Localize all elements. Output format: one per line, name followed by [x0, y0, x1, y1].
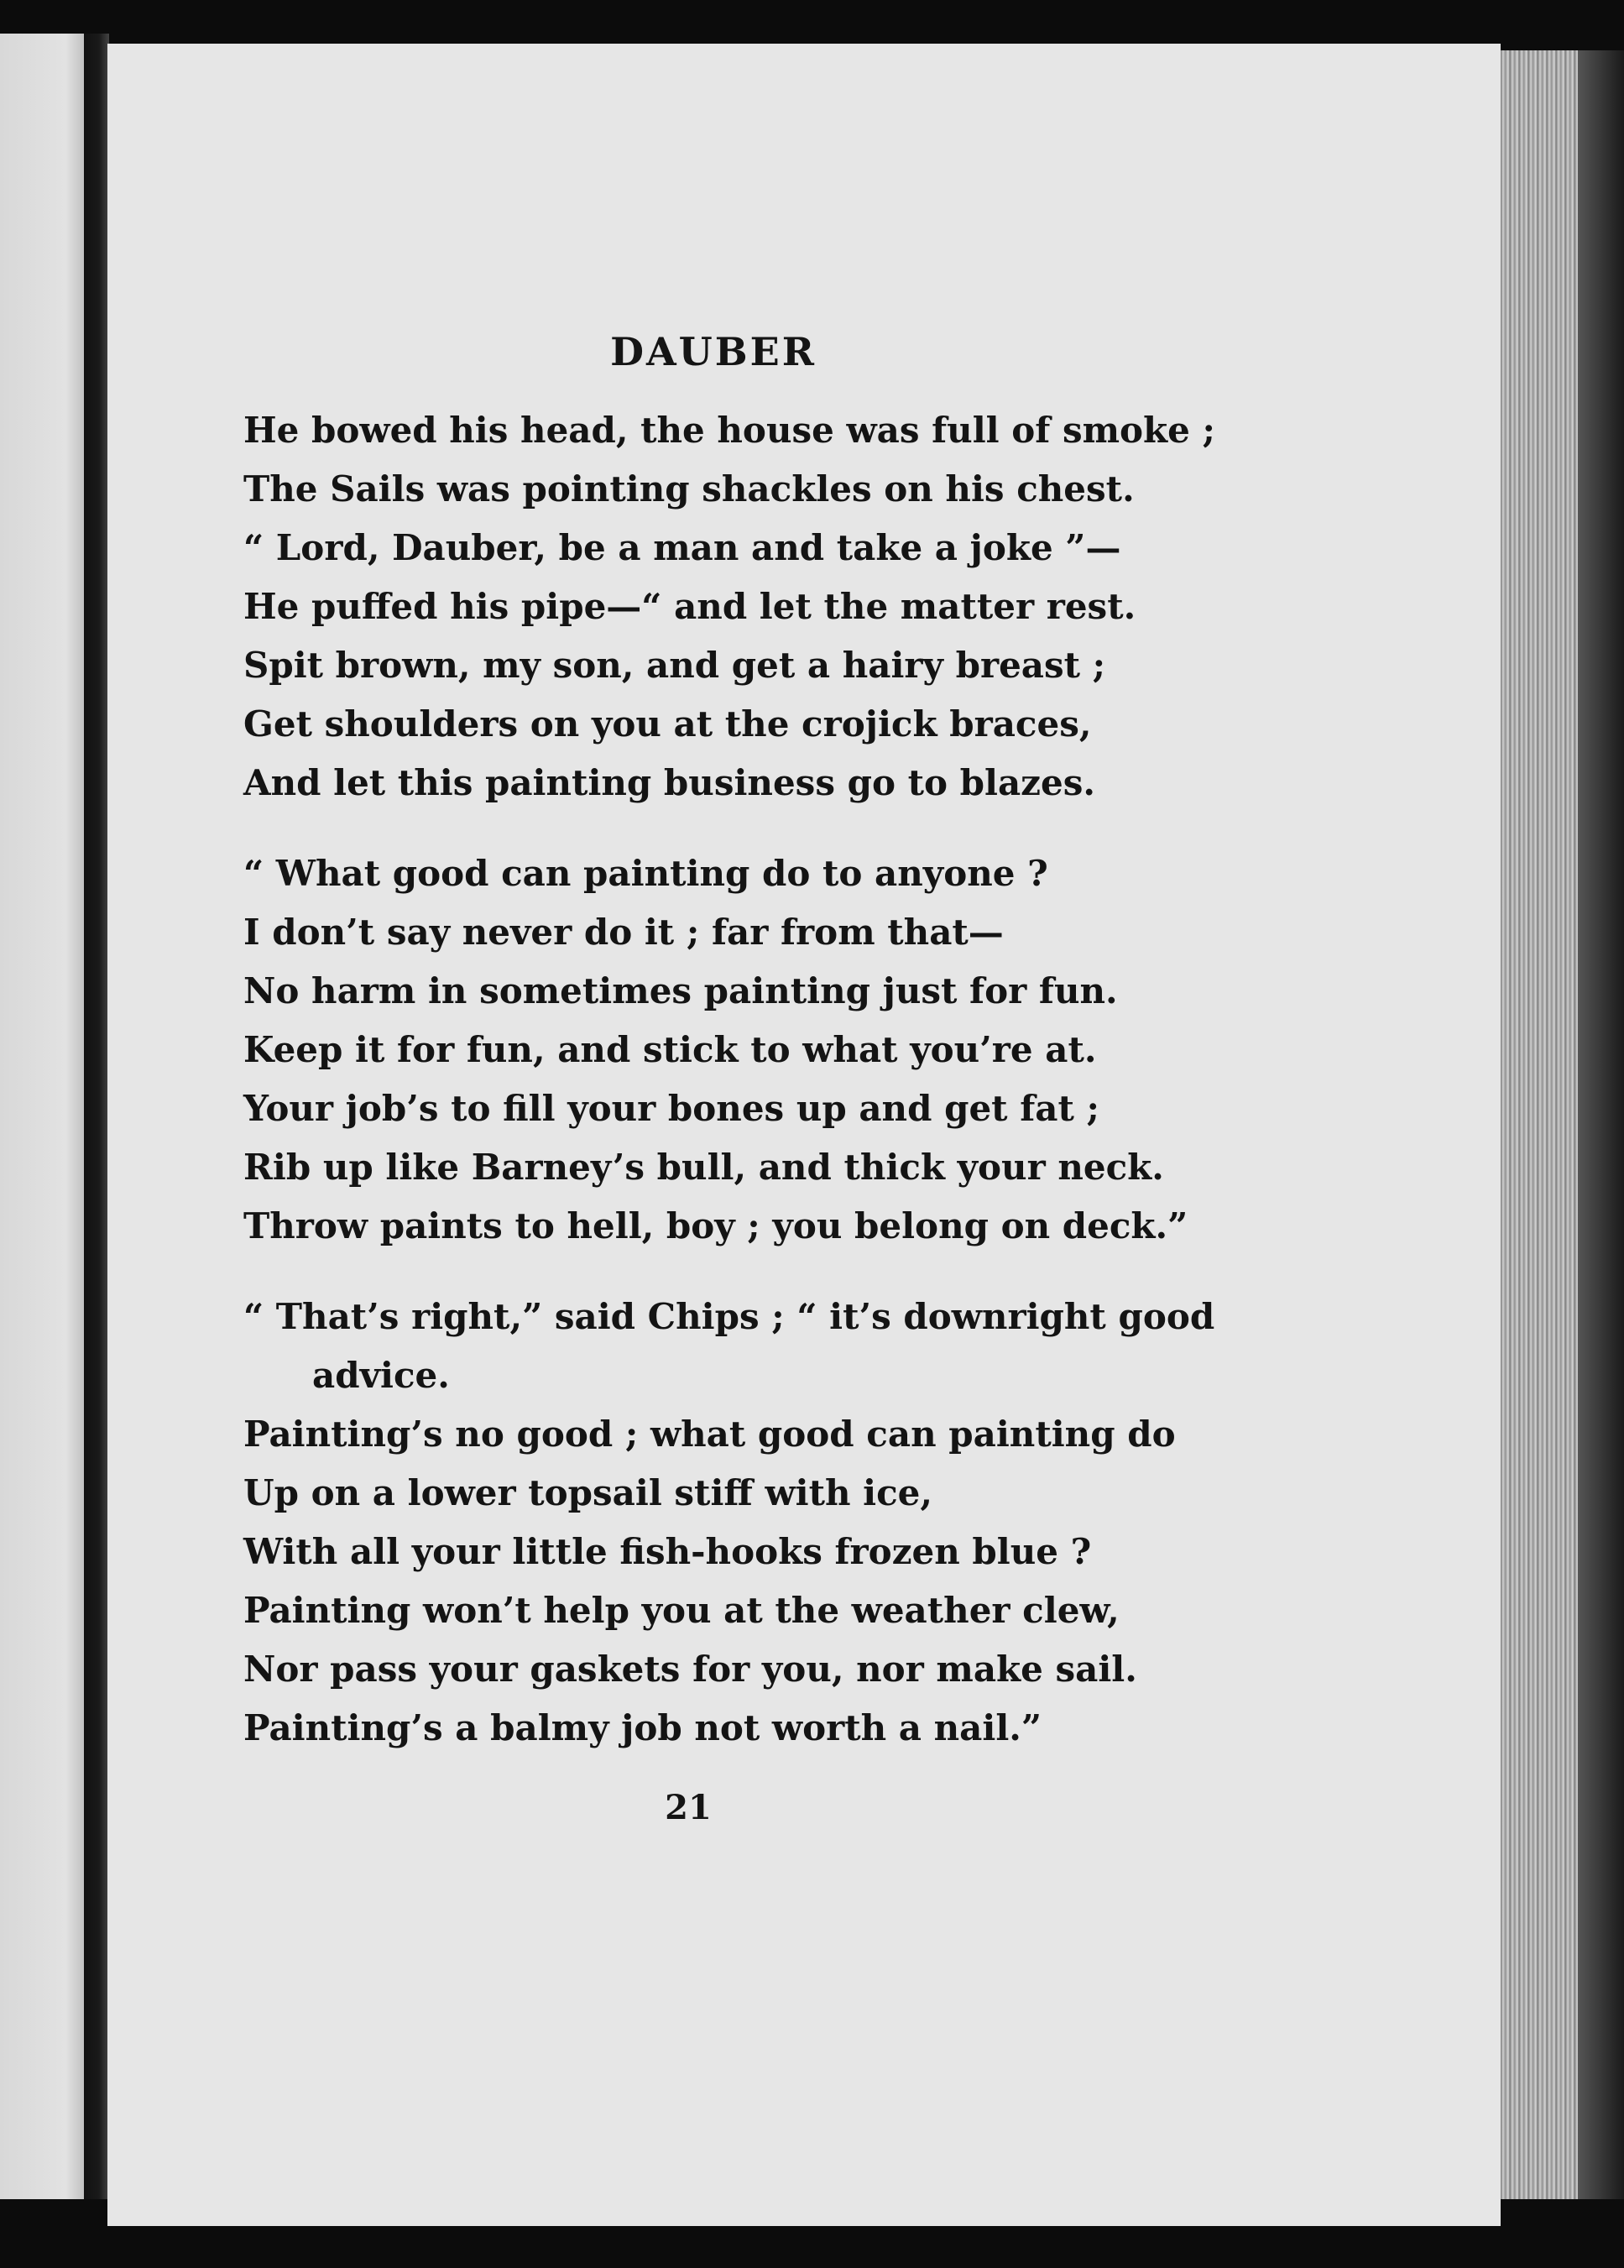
verse-line: Spit brown, my son, and get a hairy breast ;	[243, 645, 1106, 686]
running-head: DAUBER	[610, 329, 817, 374]
poem-text	[243, 401, 1215, 1790]
verse-line: The Sails was pointing shackles on his chest.	[243, 468, 1135, 510]
verse-line: Painting’s a balmy job not worth a nail.”	[243, 1707, 1042, 1748]
verse-line: Keep it for fun, and stick to what you’re at.	[243, 1029, 1097, 1070]
verse-line-continuation: advice.	[312, 1355, 450, 1396]
verse-line: Rib up like Barney’s bull, and thick your neck.	[243, 1147, 1164, 1188]
book-gutter	[84, 34, 109, 2199]
verse-line: “ Lord, Dauber, be a man and take a joke ”—	[243, 527, 1121, 568]
verse-line: He puffed his pipe—“ and let the matter rest.	[243, 586, 1136, 627]
verse-line: He bowed his head, the house was full of smoke ;	[243, 410, 1215, 451]
verse-line: Painting’s no good ; what good can painting do	[243, 1414, 1176, 1455]
verse-line: I don’t say never do it ; far from that—	[243, 912, 1004, 953]
page-block-edge	[1487, 50, 1588, 2199]
verse-line: Painting won’t help you at the weather clew,	[243, 1590, 1120, 1631]
page-block-shadow	[1578, 50, 1624, 2199]
left-page-edge	[0, 34, 94, 2199]
verse-line: Up on a lower topsail stiff with ice,	[243, 1472, 933, 1513]
verse-line: “ What good can painting do to anyone ?	[243, 853, 1048, 894]
verse-line: With all your little fish-hooks frozen blue ?	[243, 1531, 1092, 1572]
verse-line: Nor pass your gaskets for you, nor make sail.	[243, 1649, 1137, 1690]
verse-line: Your job’s to fill your bones up and get fat ;	[243, 1088, 1099, 1129]
page-number: 21	[665, 1788, 712, 1827]
verse-line: And let this painting business go to blazes.	[243, 762, 1096, 803]
verse-line: Get shoulders on you at the crojick braces,	[243, 703, 1092, 745]
stanza-3	[243, 1288, 1215, 1758]
stanza-1	[243, 401, 1215, 813]
verse-line: No harm in sometimes painting just for fun.	[243, 970, 1118, 1011]
verse-line: Throw paints to hell, boy ; you belong on deck.”	[243, 1205, 1188, 1246]
stanza-2	[243, 844, 1188, 1256]
verse-line: “ That’s right,” said Chips ; “ it’s downright good	[243, 1296, 1215, 1337]
